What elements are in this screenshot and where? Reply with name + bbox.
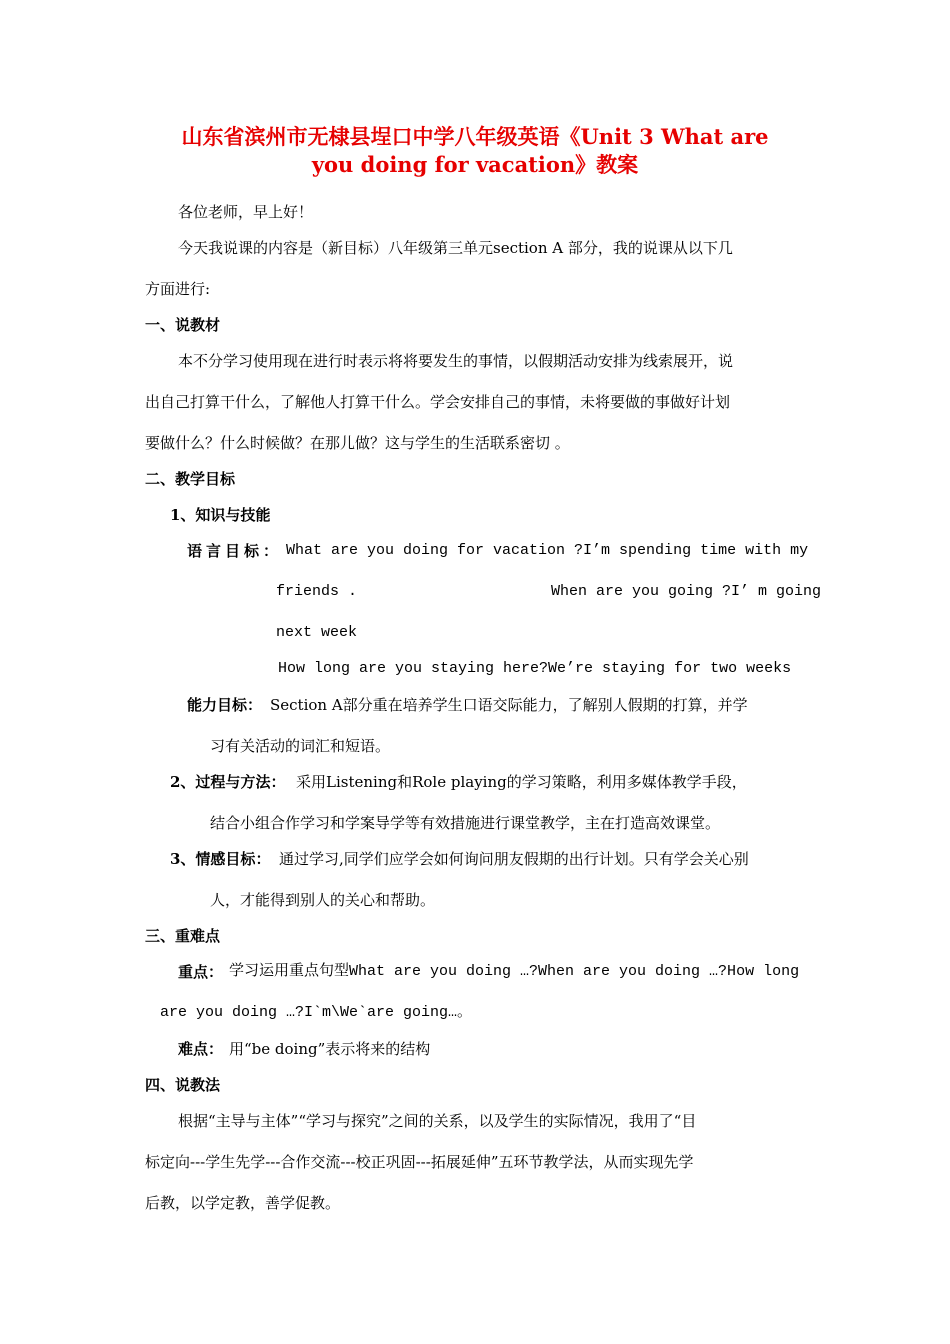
section4-line-1: 根据“主导与主体”“学习与探究”之间的关系，以及学生的实际情况，我用了“目	[178, 1112, 697, 1130]
process-method-line-2: 结合小组合作学习和学案导学等有效措施进行课堂教学，主在打造高效课堂。	[210, 814, 721, 832]
intro-line-2: 方面进行:	[145, 280, 211, 298]
emotion-goal-line-1: 通过学习,同学们应学会如何询问朋友假期的出行计划。只有学会关心别	[279, 850, 749, 868]
difficult-point-label: 难点：	[178, 1040, 224, 1058]
section1-line-3: 要做什么？什么时候做？在那儿做？这与学生的生活联系密切 。	[145, 434, 570, 452]
section-heading-teaching-material: 一、说教材	[145, 316, 221, 334]
section1-line-1: 本不分学习使用现在进行时表示将将要发生的事情，以假期活动安排为线索展开，说	[178, 352, 734, 370]
section4-line-3: 后教，以学定教，善学促教。	[145, 1194, 341, 1212]
intro-line-1: 今天我说课的内容是（新目标）八年级第三单元section A 部分，我的说课从以下几	[178, 239, 733, 257]
greeting: 各位老师，早上好！	[178, 203, 314, 221]
key-point-line-2: are you doing …?I`m\We`are going…。	[160, 1004, 473, 1021]
document-title-line-2: you doing for vacation》教案	[311, 152, 639, 177]
ability-goal-line-1: Section A部分重在培养学生口语交际能力，了解别人假期的打算，并学	[270, 696, 748, 714]
section-heading-teaching-method: 四、说教法	[145, 1076, 221, 1094]
difficult-point-text: 用“be doing”表示将来的结构	[229, 1040, 431, 1058]
section1-line-2: 出自己打算干什么，了解他人打算干什么。学会安排自己的事情，未将要做的事做好计划	[145, 393, 731, 411]
section-heading-key-points: 三、重难点	[145, 927, 221, 945]
language-goal-line-2a: friends .	[276, 583, 358, 600]
process-method-line-1: 采用Listening和Role playing的学习策略，利用多媒体教学手段，	[296, 773, 747, 791]
section4-line-2: 标定向---学生先学---合作交流---校正巩固---拓展延伸”五环节教学法，从而实现先学	[145, 1153, 694, 1171]
ability-goal-line-2: 习有关活动的词汇和短语。	[210, 737, 391, 755]
language-goal-label: 语言目标：	[187, 542, 283, 560]
language-goal-line-4: How long are you staying here?We’re staying for two weeks	[278, 660, 792, 677]
key-point-line-1: 学习运用重点句型What are you doing …?When are you doing …?How long	[229, 963, 800, 980]
language-goal-line-2b: When are you going ?I’ m going	[551, 583, 822, 600]
emotion-goal-label: 3、情感目标：	[170, 850, 271, 868]
section-heading-objectives: 二、教学目标	[145, 470, 236, 488]
emotion-goal-line-2: 人，才能得到别人的关心和帮助。	[210, 891, 436, 909]
ability-goal-label: 能力目标：	[187, 696, 263, 714]
subheading-knowledge-skills: 1、知识与技能	[170, 506, 271, 524]
key-point-label: 重点：	[178, 963, 224, 981]
language-goal-line-3: next week	[276, 624, 358, 641]
language-goal-line-1: What are you doing for vacation ?I’m spending time with my	[286, 542, 809, 559]
process-method-label: 2、过程与方法：	[170, 773, 286, 791]
document-title-line-1: 山东省滨州市无棣县埕口中学八年级英语《Unit 3 What are	[181, 124, 769, 149]
